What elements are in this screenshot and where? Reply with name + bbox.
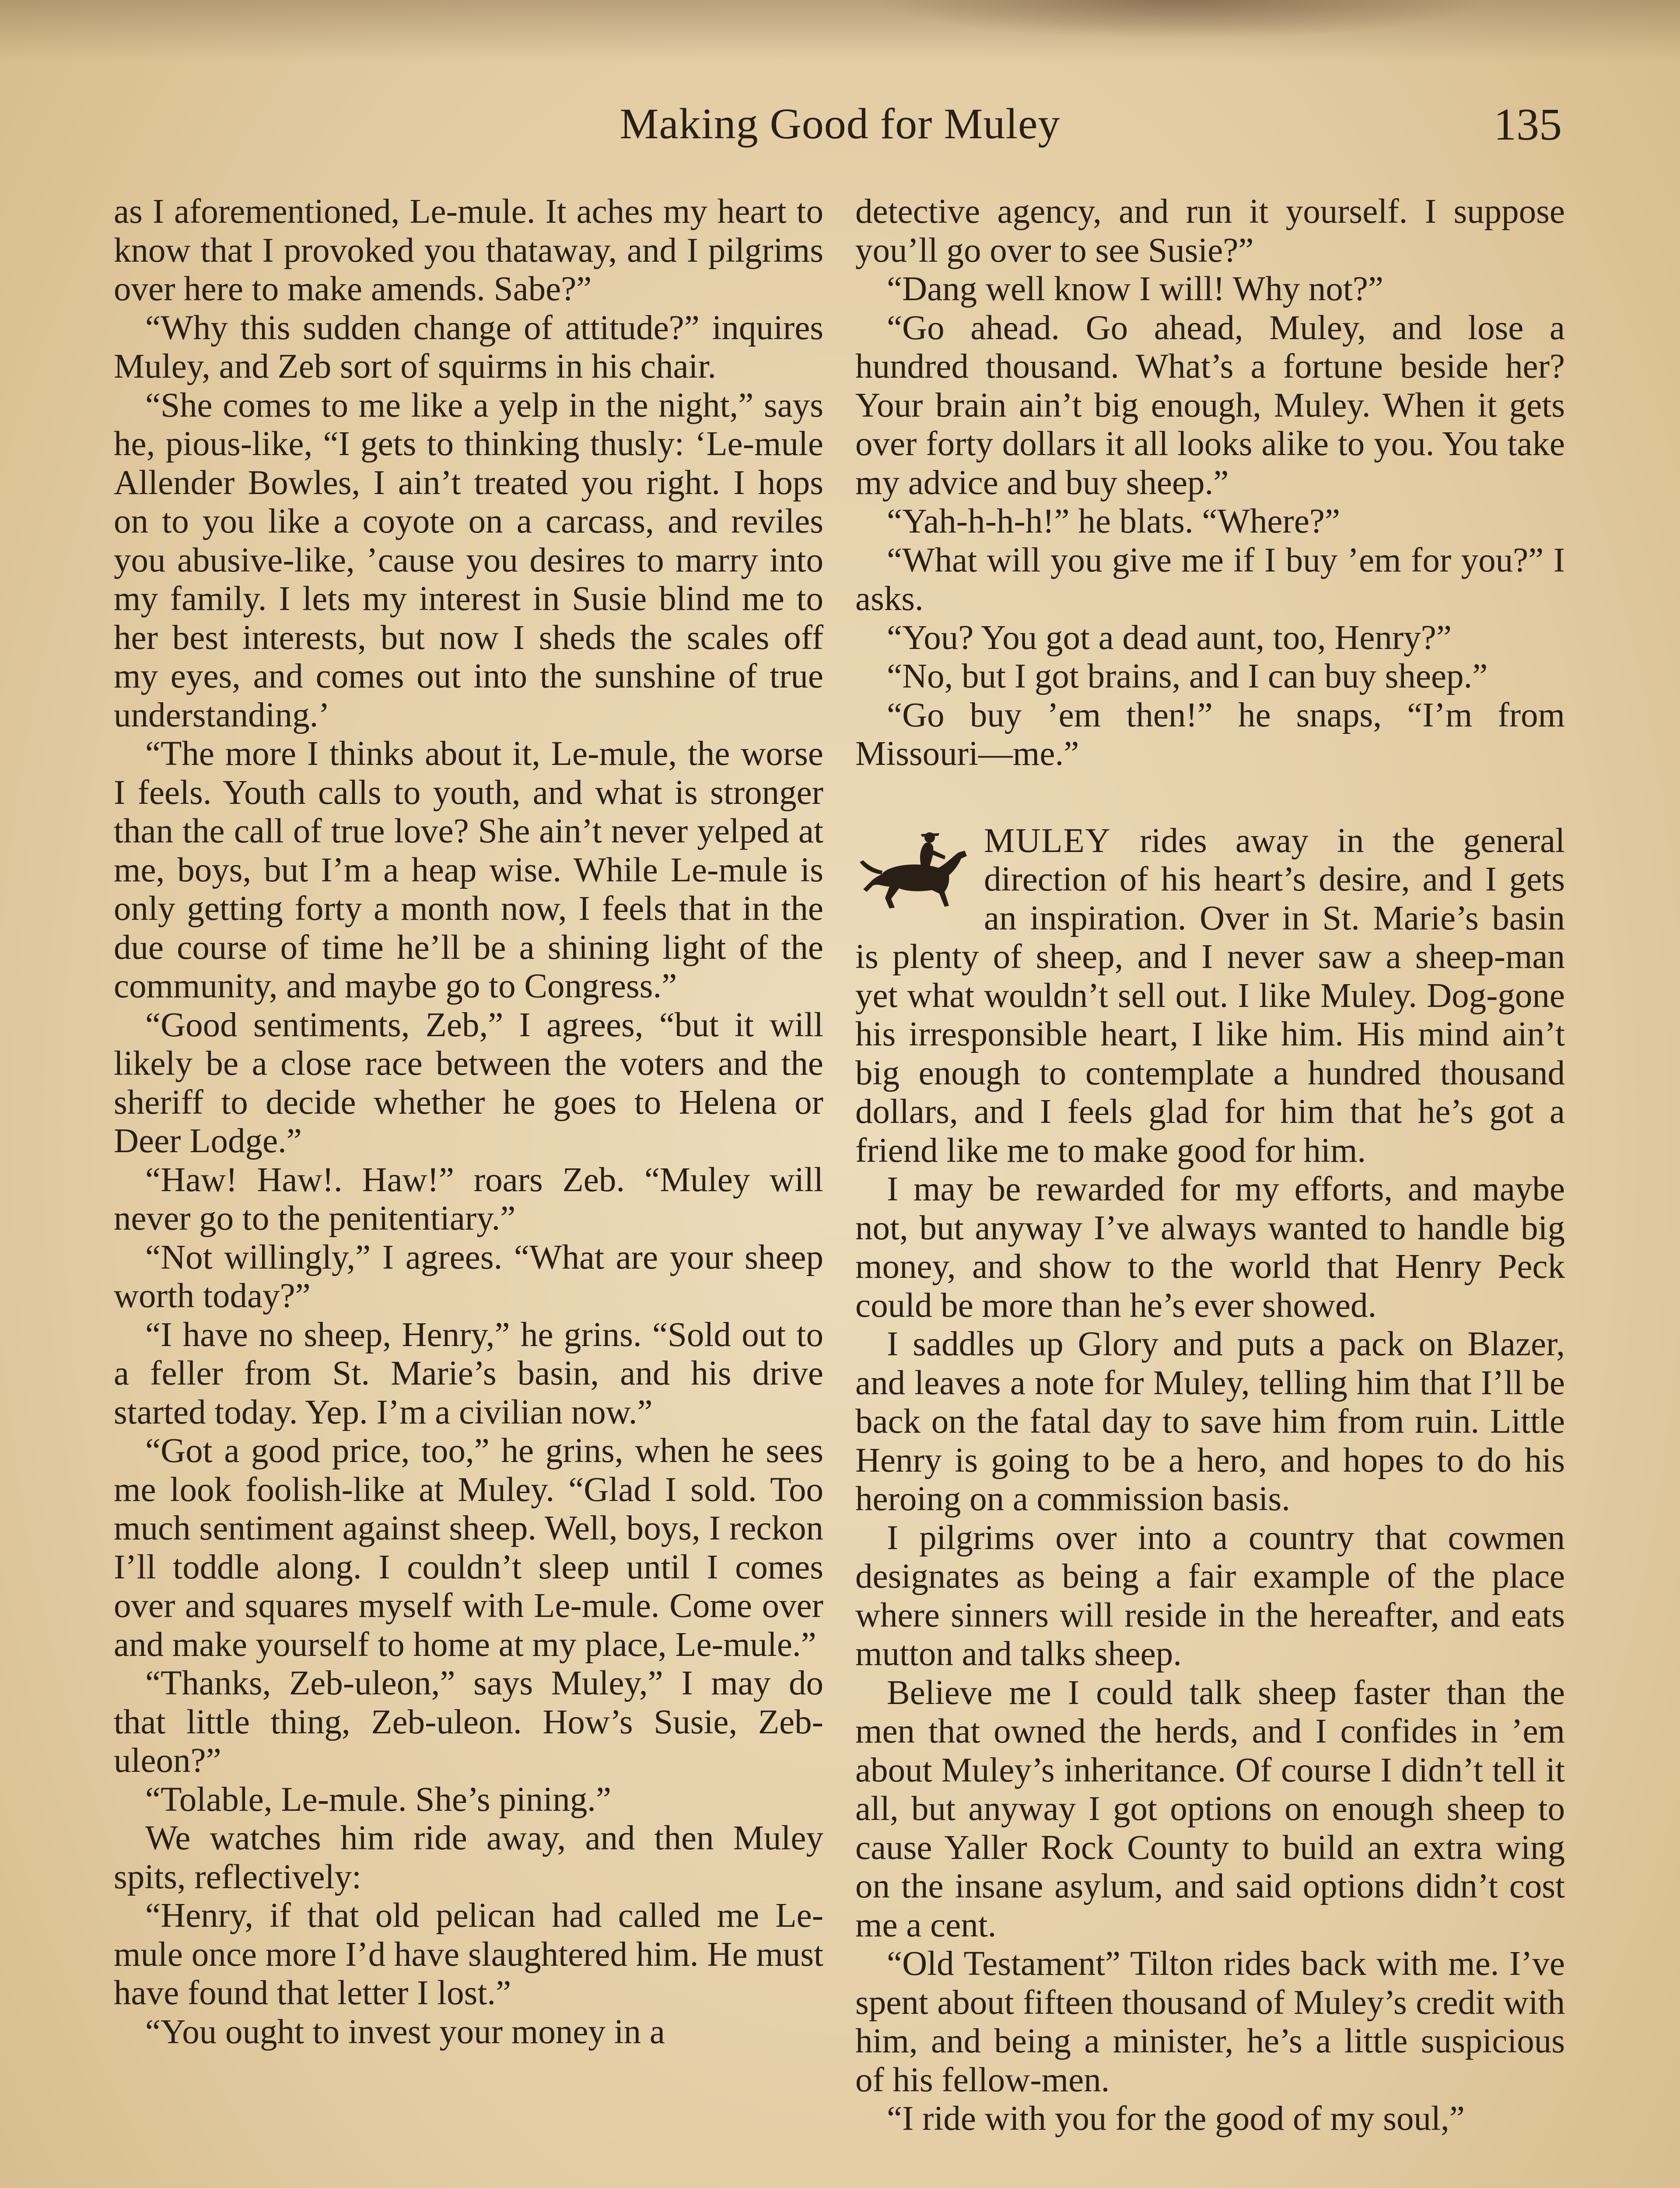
section-opening-text: rides away in the general direction of his heart’s desire, and I gets an inspiration. Over in St. Marie’s basin is plenty of sheep, and I never saw a sheep-man yet what wouldn’t sell out. I like Muley. Dog-gone his irresponsible heart, I like him. His mind ain’t big enough to contemplate a hundred thousand dollars, and I feels glad for him that he’s got a friend like me to make good for him. [855, 821, 1565, 1170]
rider-on-horse-icon [855, 822, 973, 914]
page-stain [875, 0, 1488, 39]
paragraph: “Haw! Haw!. Haw!” roars Zeb. “Muley will never go to the penitentiary.” [114, 1161, 823, 1238]
paragraph: “Old Testament” Tilton rides back with me. I’ve spent about fifteen thousand of Muley’s credit with him, and being a minister, he’s a little suspicious of his fellow-men. [855, 1945, 1565, 2099]
paragraph: I may be rewarded for my efforts, and maybe not, but anyway I’ve always wanted to handle big money, and show to the world that Henry Peck could be more than he’s ever showed. [855, 1170, 1565, 1325]
paragraph: “Thanks, Zeb-uleon,” says Muley,” I may do that little thing, Zeb-uleon. How’s Susie, Zeb-uleon?” [114, 1664, 823, 1780]
section-break [855, 774, 1565, 822]
paragraph: “I have no sheep, Henry,” he grins. “Sold out to a feller from St. Marie’s basin, and his drive started today. Yep. I’m a civilian now.” [114, 1315, 823, 1431]
paragraph: “Good sentiments, Zeb,” I agrees, “but it will likely be a close race between the voters and the sheriff to decide whether he goes to Helena or Deer Lodge.” [114, 1006, 823, 1160]
paragraph: detective agency, and run it yourself. I suppose you’ll go over to see Susie?” [855, 193, 1565, 270]
right-column [855, 193, 1565, 2139]
left-column [114, 193, 823, 2051]
page-number: 135 [1494, 99, 1562, 150]
paragraph: “Henry, if that old pelican had called me Le-mule once more I’d have slaughtered him. He must have found that letter I lost.” [114, 1897, 823, 2012]
section-opening-paragraph [855, 822, 1565, 1171]
paragraph: “What will you give me if I buy ’em for you?” I asks. [855, 541, 1565, 618]
paragraph: Believe me I could talk sheep faster than the men that owned the herds, and I confides in ’em about Muley’s inheritance. Of course I didn’t tell it all, but anyway I got options on enough sheep to cause Yaller Rock County to build an extra wing on the insane asylum, and said options didn’t cost me a cent. [855, 1673, 1565, 1944]
paragraph: “No, but I got brains, and I can buy sheep.” [887, 657, 1488, 695]
paragraph: “Got a good price, too,” he grins, when he sees me look foolish-like at Muley. “Glad I sold. Too much sentiment against sheep. Well, boys, I reckon I’ll toddle along. I couldn’t sleep until I comes over and squares myself with Le-mule. Come over and make yourself to home at my place, Le-mule.” [114, 1432, 823, 1664]
paragraph: I saddles up Glory and puts a pack on Blazer, and leaves a note for Muley, telling him that I’ll be back on the fatal day to save him from ruin. Little Henry is going to be a hero, and hopes to do his heroing on a commission basis. [855, 1325, 1565, 1518]
paragraph: “Yah-h-h-h!” he blats. “Where?” [887, 502, 1340, 540]
running-header [0, 94, 1680, 160]
paragraph: “Why this sudden change of attitude?” inquires Muley, and Zeb sort of squirms in his chair. [114, 309, 823, 386]
paragraph: “Go ahead. Go ahead, Muley, and lose a hundred thousand. What’s a fortune beside her? Your brain ain’t big enough, Muley. When it gets over forty dollars it all looks alike to you. You take my advice and buy sheep.” [855, 309, 1565, 502]
paragraph: “You? You got a dead aunt, too, Henry?” [887, 618, 1452, 657]
paragraph: “Go buy ’em then!” he snaps, “I’m from Missouri—me.” [855, 696, 1565, 773]
paragraph: “Not willingly,” I agrees. “What are your sheep worth today?” [114, 1238, 823, 1315]
section-lead-word: MULEY [984, 821, 1111, 860]
paragraph: “The more I thinks about it, Le-mule, the worse I feels. Youth calls to youth, and what is stronger than the call of true love? She ain’t never yelped at me, boys, but I’m a heap wise. While Le-mule is only getting forty a month now, I feels that in the due course of time he’ll be a shining light of the community, and maybe go to Congress.” [114, 735, 823, 1005]
paragraph: as I aforementioned, Le-mule. It aches my heart to know that I provoked you thataway, and I pilgrims over here to make amends. Sabe?” [114, 193, 823, 308]
paragraph: “I ride with you for the good of my soul,” [887, 2100, 1465, 2138]
paragraph: “Tolable, Le-mule. She’s pining.” [145, 1780, 612, 1819]
paragraph: “She comes to me like a yelp in the night,” says he, pious-like, “I gets to thinking thusly: ‘Le-mule Allender Bowles, I ain’t treated you right. I hops on to you like a coyote on a carcass, and reviles you abusive-like, ’cause you desires to marry into my family. I lets my interest in Susie blind me to her best interests, but now I sheds the scales off my eyes, and comes out into the sunshine of true understanding.’ [114, 386, 823, 734]
paragraph: “Dang well know I will! Why not?” [887, 270, 1383, 308]
paragraph: I pilgrims over into a country that cowmen designates as being a fair example of the place where sinners will reside in the hereafter, and eats mutton and talks sheep. [855, 1518, 1565, 1673]
paragraph: We watches him ride away, and then Muley spits, reflectively: [114, 1819, 823, 1896]
running-title: Making Good for Muley [620, 99, 1060, 148]
paragraph: “You ought to invest your money in a [145, 2013, 665, 2051]
